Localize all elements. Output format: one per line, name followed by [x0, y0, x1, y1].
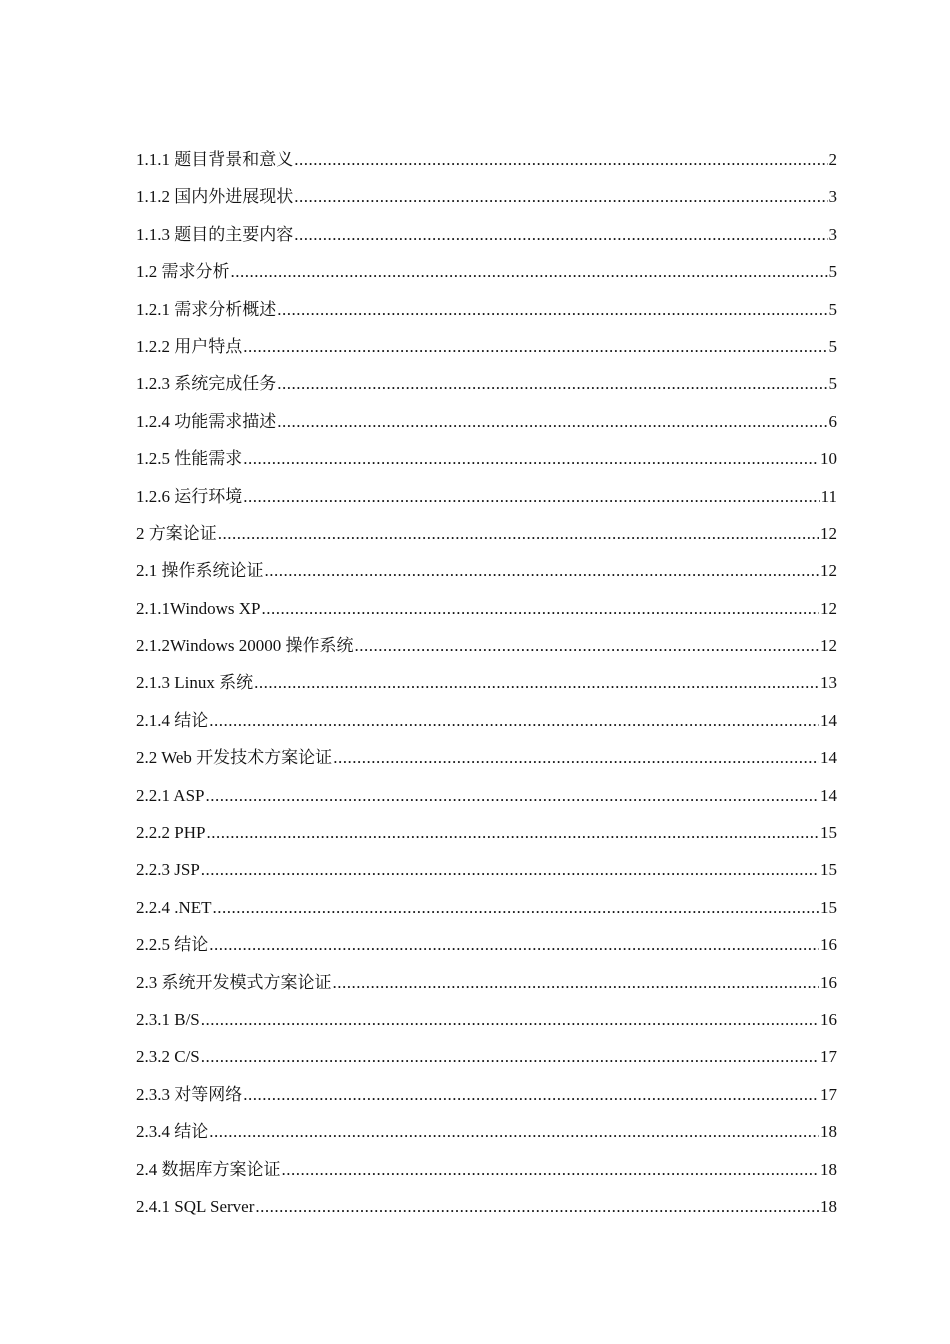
toc-entry-page: 5 [828, 374, 837, 394]
toc-dot-leader [231, 253, 828, 290]
toc-dot-leader [243, 440, 819, 477]
toc-entry-page: 12 [820, 523, 837, 543]
toc-entry[interactable] [136, 291, 837, 328]
toc-entry-page: 18 [820, 1159, 837, 1179]
toc-dot-leader [201, 1001, 819, 1038]
toc-entry[interactable] [136, 141, 837, 178]
toc-entry-page: 5 [828, 336, 837, 356]
toc-entry-title: 1.2.6 运行环境 [136, 486, 243, 506]
toc-entry-page: 11 [820, 486, 837, 506]
toc-entry-title: 2.1.3 Linux 系统 [136, 673, 254, 693]
toc-entry-page: 16 [820, 972, 837, 992]
toc-entry-title: 2.3 系统开发模式方案论证 [136, 972, 332, 992]
toc-dot-leader [261, 590, 819, 627]
toc-entry-page: 15 [820, 897, 837, 917]
toc-entry[interactable] [136, 178, 837, 215]
toc-dot-leader [282, 1151, 820, 1188]
toc-entry[interactable] [136, 216, 837, 253]
toc-dot-leader [243, 328, 827, 365]
toc-entry[interactable] [136, 478, 837, 515]
toc-entry[interactable] [136, 777, 837, 814]
table-of-contents [136, 141, 837, 1225]
toc-entry-page: 14 [820, 710, 837, 730]
toc-entry-page: 6 [828, 411, 837, 431]
toc-entry-title: 2.1.4 结论 [136, 710, 209, 730]
toc-entry-title: 1.2 需求分析 [136, 262, 230, 282]
toc-entry-page: 5 [828, 299, 837, 319]
toc-dot-leader [354, 627, 819, 664]
toc-entry[interactable] [136, 1113, 837, 1150]
toc-entry-title: 1.2.4 功能需求描述 [136, 411, 277, 431]
toc-dot-leader [206, 814, 819, 851]
toc-dot-leader [243, 1076, 819, 1113]
toc-dot-leader [265, 552, 820, 589]
toc-entry-title: 2.2.2 PHP [136, 823, 206, 843]
toc-dot-leader [255, 1188, 819, 1225]
toc-entry-title: 2.4 数据库方案论证 [136, 1159, 281, 1179]
toc-entry-title: 2.2.3 JSP [136, 860, 200, 880]
toc-dot-leader [201, 851, 819, 888]
toc-entry-title: 2.3.4 结论 [136, 1122, 209, 1142]
toc-entry-title: 2.2.4 .NET [136, 897, 212, 917]
toc-entry-page: 15 [820, 860, 837, 880]
toc-entry-title: 1.1.3 题目的主要内容 [136, 224, 294, 244]
toc-entry-title: 2.1.1Windows XP [136, 598, 261, 618]
toc-entry-title: 2.2.5 结论 [136, 935, 209, 955]
toc-entry-page: 12 [820, 561, 837, 581]
toc-entry-title: 2.4.1 SQL Server [136, 1196, 255, 1216]
toc-entry-page: 15 [820, 823, 837, 843]
toc-entry-page: 10 [820, 449, 837, 469]
toc-entry[interactable] [136, 814, 837, 851]
toc-entry[interactable] [136, 851, 837, 888]
toc-entry-title: 2 方案论证 [136, 523, 217, 543]
toc-entry[interactable] [136, 253, 837, 290]
toc-entry-page: 16 [820, 1009, 837, 1029]
toc-entry-page: 3 [828, 187, 837, 207]
toc-entry[interactable] [136, 328, 837, 365]
toc-entry[interactable] [136, 627, 837, 664]
toc-entry[interactable] [136, 515, 837, 552]
toc-entry-page: 12 [820, 636, 837, 656]
toc-dot-leader [206, 777, 820, 814]
toc-entry-title: 1.1.1 题目背景和意义 [136, 150, 294, 169]
toc-dot-leader [294, 178, 827, 215]
toc-entry-title: 2.1 操作系统论证 [136, 561, 264, 581]
toc-entry-title: 2.1.2Windows 20000 操作系统 [136, 636, 354, 656]
toc-entry-page: 3 [828, 224, 837, 244]
toc-dot-leader [213, 889, 819, 926]
toc-entry[interactable] [136, 739, 837, 776]
toc-entry[interactable] [136, 1076, 837, 1113]
toc-entry-page: 13 [820, 673, 837, 693]
toc-entry-title: 1.2.1 需求分析概述 [136, 299, 277, 319]
toc-entry[interactable] [136, 702, 837, 739]
toc-entry[interactable] [136, 964, 837, 1001]
toc-entry-title: 1.2.2 用户特点 [136, 336, 243, 356]
toc-entry-title: 2.2 Web 开发技术方案论证 [136, 748, 333, 768]
toc-entry-page: 17 [820, 1084, 837, 1104]
toc-dot-leader [218, 515, 819, 552]
toc-entry[interactable] [136, 664, 837, 701]
toc-entry[interactable] [136, 1001, 837, 1038]
toc-entry-page: 17 [820, 1047, 837, 1067]
toc-dot-leader [277, 291, 827, 328]
toc-entry-page: 2 [828, 150, 837, 169]
toc-dot-leader [294, 216, 827, 253]
toc-entry-page: 14 [820, 748, 837, 768]
toc-dot-leader [209, 702, 819, 739]
toc-entry-page: 5 [828, 262, 837, 282]
toc-entry-title: 1.1.2 国内外进展现状 [136, 187, 294, 207]
toc-entry-title: 2.3.1 B/S [136, 1009, 200, 1029]
toc-dot-leader [277, 403, 827, 440]
toc-entry[interactable] [136, 552, 837, 589]
toc-dot-leader [277, 365, 827, 402]
toc-entry-title: 2.3.2 C/S [136, 1047, 200, 1067]
toc-entry-title: 1.2.5 性能需求 [136, 449, 243, 469]
toc-dot-leader [333, 964, 820, 1001]
toc-entry-title: 2.2.1 ASP [136, 785, 205, 805]
toc-entry-page: 12 [820, 598, 837, 618]
toc-entry[interactable] [136, 926, 837, 963]
toc-dot-leader [294, 141, 827, 178]
toc-entry-title: 1.2.3 系统完成任务 [136, 374, 277, 394]
toc-entry-page: 14 [820, 785, 837, 805]
toc-entry-page: 18 [820, 1196, 837, 1216]
toc-entry-page: 16 [820, 935, 837, 955]
toc-dot-leader [209, 926, 819, 963]
toc-dot-leader [243, 478, 819, 515]
toc-dot-leader [254, 664, 819, 701]
toc-entry-page: 18 [820, 1122, 837, 1142]
toc-entry[interactable] [136, 889, 837, 926]
toc-entry[interactable] [136, 1151, 837, 1188]
toc-entry-title: 2.3.3 对等网络 [136, 1084, 243, 1104]
toc-entry[interactable] [136, 403, 837, 440]
toc-dot-leader [333, 739, 819, 776]
toc-entry[interactable] [136, 365, 837, 402]
toc-entry[interactable] [136, 440, 837, 477]
toc-entry[interactable] [136, 590, 837, 627]
toc-dot-leader [201, 1038, 819, 1075]
toc-dot-leader [209, 1113, 819, 1150]
toc-entry[interactable] [136, 1188, 837, 1225]
toc-entry[interactable] [136, 1038, 837, 1075]
